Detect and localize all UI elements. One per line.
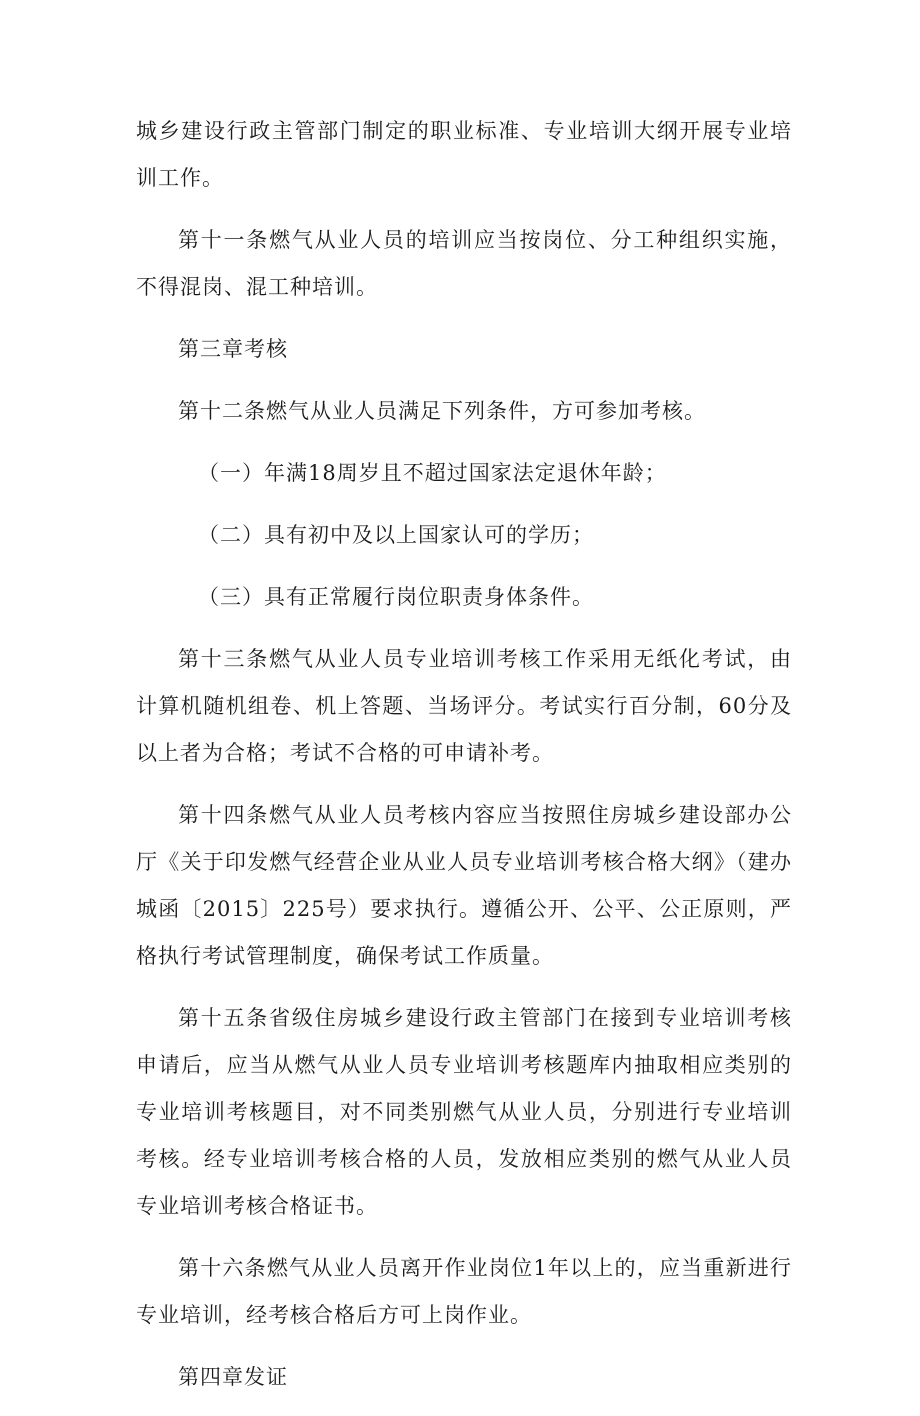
article-13: 第十三条燃气从业人员专业培训考核工作采用无纸化考试，由计算机随机组卷、机上答题、当场评分。考试实行百分制，60分及以上者为合格；考试不合格的可申请补考。 bbox=[136, 647, 792, 765]
article-11: 第十一条燃气从业人员的培训应当按岗位、分工种组织实施，不得混岗、混工种培训。 bbox=[136, 228, 792, 299]
document-body bbox=[136, 108, 792, 1416]
condition-item-1: （一）年满18周岁且不超过国家法定退休年龄； bbox=[198, 461, 667, 485]
article-14: 第十四条燃气从业人员考核内容应当按照住房城乡建设部办公厅《关于印发燃气经营企业从业人员专业培训考核合格大纲》（建办城函〔2015〕225号）要求执行。遵循公开、公平、公正原则，严格执行考试管理制度，确保考试工作质量。 bbox=[136, 803, 792, 968]
condition-item-3: （三）具有正常履行岗位职责身体条件。 bbox=[198, 585, 594, 609]
chapter-heading-3: 第三章考核 bbox=[178, 337, 288, 361]
article-16: 第十六条燃气从业人员离开作业岗位1年以上的，应当重新进行专业培训，经考核合格后方可上岗作业。 bbox=[136, 1256, 792, 1327]
chapter-heading-4: 第四章发证 bbox=[178, 1365, 288, 1389]
condition-item-2: （二）具有初中及以上国家认可的学历； bbox=[198, 523, 594, 547]
article-12: 第十二条燃气从业人员满足下列条件，方可参加考核。 bbox=[178, 399, 706, 423]
article-15: 第十五条省级住房城乡建设行政主管部门在接到专业培训考核申请后，应当从燃气从业人员专业培训考核题库内抽取相应类别的专业培训考核题目，对不同类别燃气从业人员，分别进行专业培训考核。经专业培训考核合格的人员，发放相应类别的燃气从业人员专业培训考核合格证书。 bbox=[136, 1006, 792, 1218]
paragraph-continuation: 城乡建设行政主管部门制定的职业标准、专业培训大纲开展专业培训工作。 bbox=[136, 119, 792, 190]
